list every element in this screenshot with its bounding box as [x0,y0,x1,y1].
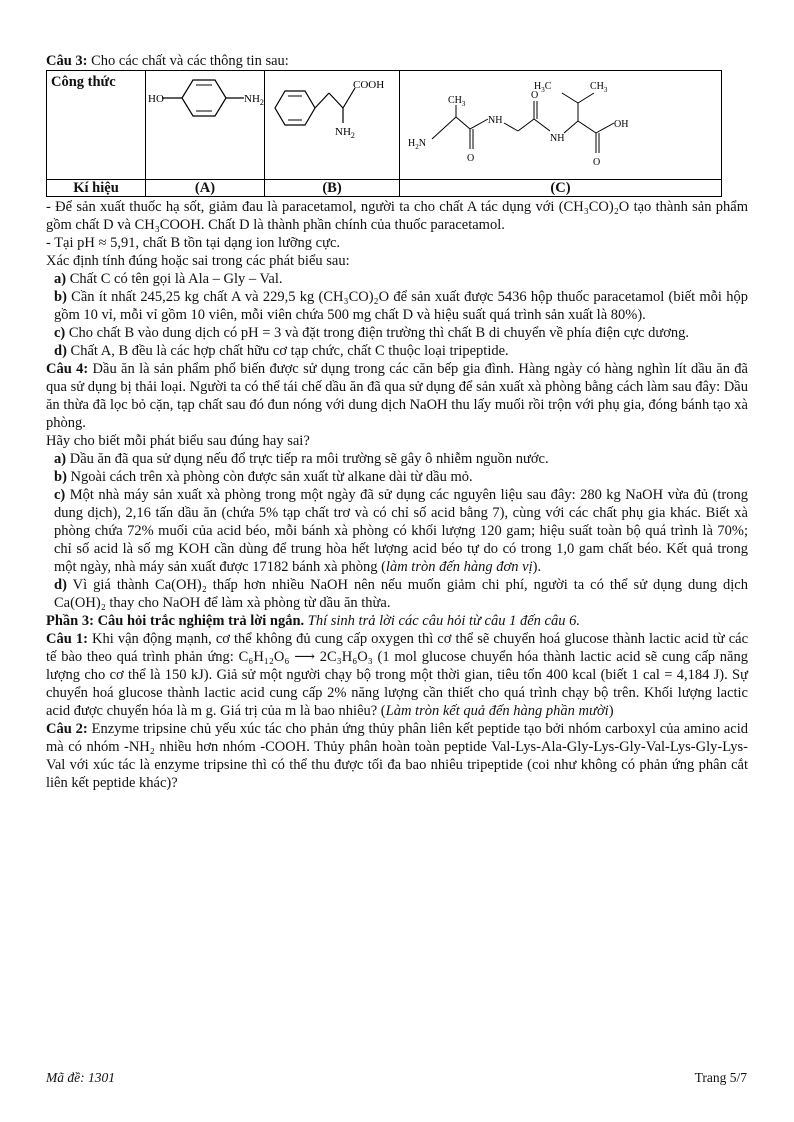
q3-statement-c: c) Cho chất B vào dung dịch có pH = 3 và đặt trong điện trường thì chất B di chuyển về phía điện cực dương. [54,325,689,341]
c-o-label-2: O [531,90,539,101]
c-ch3-left-label: $CH_3$ [448,95,466,108]
q4-title: Câu 4: Dầu ăn là sản phẩm phổ biến được sử dụng trong các căn bếp gia đình. Hàng ngày có hàng nghìn lít dầu ăn đã qua sử dụng bị thải loại. Người ta có thể tái chế dầu ăn đã qua sử dụng để sản xuất xà phòng bằng cách làm sau đây: Dầu ăn thừa đã lọc bỏ cặn, tạp chất sau đó đun nóng với dung dịch NaOH thu lấy muối rồi trộn với phụ gia, đóng bánh tạo xà phòng. [46,361,748,431]
c-oh-label: OH [614,119,629,130]
structure-c-cell [400,71,722,180]
structure-c [400,71,692,175]
c-o-label-1: O [467,153,475,164]
c-nh-right-label: NH [550,133,565,144]
q3-title [46,52,748,70]
page-content [46,52,748,792]
a-ho-label: HO [148,93,164,105]
q3-info-2: - Tại pH ≈ 5,91, chất B tồn tại dạng ion lưỡng cực. [46,235,341,251]
b-nh2-label: $NH_2$ [335,126,355,140]
c-h3c-label: $H_3C$ [534,81,552,94]
q3-statement-a: a) Chất C có tên gọi là Ala – Gly – Val. [54,271,283,287]
q4-statement-b: b) Ngoài cách trên xà phòng còn được sản xuất từ alkane dài từ dầu mỏ. [54,469,473,485]
p3-question-1: Câu 1: Khi vận động mạnh, cơ thể không đủ cung cấp oxygen thì cơ thể sẽ chuyển hoá glucose thành lactic acid từ các tế bào theo quá trình phản ứng: C₆H₁₂O₆ ⟶ 2C₃H₆O₃ (1 mol glucose chuyển hóa thành lactic acid sẽ cung cấp năng lượng cho cơ thể là 150 kJ). Giả sử một người chạy bộ trong một thời gian, tiêu tốn 400 kcal (biết 1 cal = 4,184 J). Sự chuyển hoá glucose thành lactic acid cung cấp 2% năng lượng cần thiết cho quá trình chạy bộ trên. Khối lượng lactic acid được chuyển hóa là m g. Giá trị của m là bao nhiêu? (Làm tròn kết quả đến hàng phần mười) [46,631,749,719]
structure-a [146,71,264,175]
exam-code: Mã đề: 1301 [46,1070,115,1085]
structure-b-cell [265,71,400,180]
c-o-label-3: O [593,157,601,168]
chem-table [46,70,722,197]
q3-label: Câu 3: [46,53,88,69]
q3-prompt: Xác định tính đúng hoặc sai trong các phát biểu sau: [46,253,350,269]
p3-question-2: Câu 2: Enzyme tripsine chủ yếu xúc tác cho phản ứng thủy phân liên kết peptide tạo bởi nhóm carboxyl của amino acid mà có nhóm -NH₂ nhiều hơn nhóm -COOH. Thủy phân hoàn toàn peptide Val-Lys-Ala-Gly-Lys-Gly-Val-Lys-Gly-Lys-Val với xúc tác là enzyme tripsine thì có thể thu được tối đa bao nhiêu tripeptide (coi như không có phản ứng phân cắt liên kết peptide khác)? [46,721,748,791]
q4-statement-c: c) Một nhà máy sản xuất xà phòng trong một ngày đã sử dụng các nguyên liệu sau đây: 280 kg NaOH vừa đủ (trong dung dịch), 2,16 tấn dầu ăn (chứa 5% tạp chất trơ và có chỉ số acid bằng 7), cùng với các chất phụ gia khác. Biết xà phòng chứa 72% muối của acid béo, mỗi bánh xà phòng có khối lượng 120 gam; hiệu suất toàn bộ quá trình là 70%; chỉ số acid là số mg KOH cần dùng để trung hòa hết lượng acid béo tự do có trong 1,0 gam chất béo. Kết quả trong một ngày, nhà máy sản xuất được 17182 bánh xà phòng (làm tròn đến hàng đơn vị). [54,487,748,575]
b-cooh-label: COOH [353,79,385,91]
q4-statement-d: d) Vì giá thành Ca(OH)₂ thấp hơn nhiều NaOH nên nếu muốn giảm chi phí, người ta có thể sử dụng dung dịch Ca(OH)₂ thay cho NaOH để làm xà phòng từ dầu ăn thừa. [54,577,748,611]
a-nh2-label: $NH_2$ [244,93,264,107]
structure-a-cell [146,71,265,180]
symbol-c: (C) [400,180,722,197]
q3-statement-b: b) Cần ít nhất 245,25 kg chất A và 229,5 kg (CH₃CO)₂O để sản xuất được 5436 hộp thuốc paracetamol (biết mỗi hộp gồm 10 vỉ, mỗi vỉ gồm 10 viên, mỗi viên chứa 500 mg chất D và hiệu suất quá trình sản xuất là 80%). [54,289,748,323]
c-ch3-top-label: $CH_3$ [590,81,608,94]
page-number: Trang 5/7 [694,1070,747,1085]
q3-title-text: Cho các chất và các thông tin sau: [87,53,289,69]
q4-prompt: Hãy cho biết mỗi phát biểu sau đúng hay sai? [46,433,310,449]
symbol-b: (B) [265,180,400,197]
q3-info-1: - Để sản xuất thuốc hạ sốt, giảm đau là paracetamol, người ta cho chất A tác dụng với (CH₃CO)₂O tạo thành sản phẩm gồm chất D và CH₃COOH. Chất D là thành phần chính của thuốc paracetamol. [46,199,748,233]
header-symbol: Kí hiệu [47,180,146,197]
structure-b [265,71,399,175]
q4-statement-a: a) Dầu ăn đã qua sử dụng nếu đổ trực tiếp ra môi trường sẽ gây ô nhiễm nguồn nước. [54,451,549,467]
symbol-a: (A) [146,180,265,197]
c-h2n-label: $H_2N$ [408,138,426,151]
c-nh-mid-label: NH [488,115,503,126]
part3-title: Phần 3: Câu hỏi trắc nghiệm trả lời ngắn. Thí sinh trả lời các câu hỏi từ câu 1 đến câu 6. [46,613,580,629]
header-formula: Công thức [47,71,146,180]
q3-statement-d: d) Chất A, B đều là các hợp chất hữu cơ tạp chức, chất C thuộc loại tripeptide. [54,343,509,359]
